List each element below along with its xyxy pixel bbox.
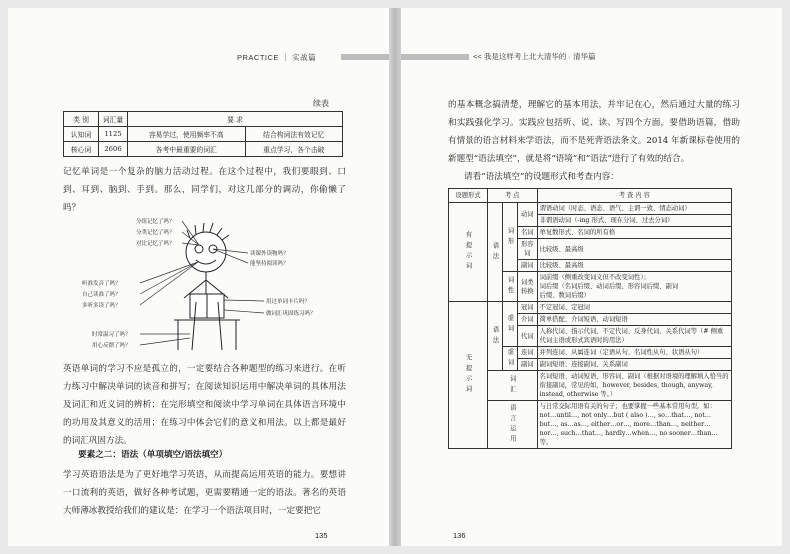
label-hand2: 做词汇巩固练习吗？ (266, 311, 316, 317)
paragraph: 请看“语法填空”的设题形式和考查内容： (464, 172, 619, 182)
conversion-line: 后缀、数词后缀） (539, 292, 590, 299)
table-cell: 词类转换 (518, 272, 538, 302)
table-cell: 连词 (518, 347, 538, 359)
table-cell: 1125 (99, 127, 128, 142)
table-cell: 比较级、最高级 (537, 239, 731, 260)
table-cell: 无提示词 (449, 302, 488, 449)
table-row (449, 401, 732, 449)
table-cell: 冠词 (518, 302, 538, 314)
table-cell: 词汇 (488, 371, 538, 401)
table-row (64, 142, 343, 157)
table-row (449, 371, 732, 401)
header-bar (401, 54, 469, 60)
table-row (64, 127, 343, 142)
table-cell: 副词 (518, 359, 538, 371)
table-cell: 容易学过，使用频率不高 (128, 127, 246, 142)
book-gutter (389, 8, 401, 546)
label-eye3: 对比记忆了吗？ (136, 241, 175, 247)
section-heading: 要素之二：语法（单项填空/语法填空） (78, 450, 228, 460)
table-cell: 谓语动词（时态、语态、语气、主谓一致、情态动词） (537, 203, 731, 215)
table-cell: 结合构词法有效记忆 (245, 127, 343, 142)
label-hand1: 用过单词卡片吗？ (266, 299, 311, 305)
table-cell: 语言运用 (488, 401, 538, 449)
table-header-row (64, 112, 343, 127)
table-cell: 形容词 (518, 239, 538, 260)
label-eye2: 分类记忆了吗？ (136, 230, 175, 236)
table-cell: 名词短语、动词短语、形容词、副词（根据对语境的理解填入恰当的衔接副词，常见的如，however, besides, though, anyway, instead, otherwise 等。） (537, 371, 731, 401)
label-brain1: 时常温习了吗？ (92, 332, 131, 338)
table-row (449, 203, 732, 215)
page-number: 136 (453, 531, 466, 540)
table-row (449, 302, 732, 314)
label-mouth1: 听准发音了吗？ (82, 281, 121, 287)
paragraph: 学习英语语法是为了更好地学习英语，从而提高运用英语的能力。要想讲一口流利的英语，做好各种考试题，更需要精通一定的语法。著名的英语大师薄冰教授给我们的建议是：在学习一个语法项目时，一定要把它 (63, 470, 346, 516)
learning-illustration (78, 202, 348, 358)
table-cell: 语法 (488, 302, 503, 371)
label-brain2: 用心反馈了吗？ (92, 343, 131, 349)
table-cell: 副词短语、连接副词、关系副词 (537, 359, 731, 371)
table-cell: 核心词 (64, 142, 99, 157)
paragraph: 的基本概念搞清楚，理解它的基本用法，并牢记在心，然后通过大量的练习和实践强化学习。实践应包括听、说、读、写四个方面，要借助语篇，借助有情景的语言材料来学语法，而不是死背语法条文。2014 年新课标卷使用的新题型“语法填空”，就是将“语境”和“语法”进行了有效的结合。 (448, 100, 740, 164)
table-cell: 介词 (518, 314, 538, 326)
table-cell: 简单搭配、介词短语、动词短语 (537, 314, 731, 326)
table-header-cell: 考 查 内 容 (537, 189, 731, 203)
table-cell: 比较级、最高级 (537, 260, 731, 272)
table-cell (537, 272, 731, 302)
table-cell: 代词 (518, 326, 538, 347)
table-header-cell: 考 点 (488, 189, 538, 203)
table-cell: 动词 (518, 203, 538, 227)
table-cell: 认知词 (64, 127, 99, 142)
conversion-line: 词前缀（侧重改变词义但不改变词性）； (539, 274, 650, 281)
grammar-fill-table (448, 188, 732, 449)
continued-label: 续表 (313, 99, 329, 108)
table-cell: 2606 (99, 142, 128, 157)
table-cell: 单复数形式、名词的所有格 (537, 227, 731, 239)
page-number: 135 (315, 531, 328, 540)
table-cell: 副词 (518, 260, 538, 272)
table-cell: 词性 (503, 272, 518, 302)
vocab-table (63, 111, 343, 157)
table-header-row (449, 189, 732, 203)
label-eye1: 分组记忆了吗？ (136, 219, 175, 225)
paragraph: 记忆单词是一个复杂的脑力活动过程。在这个过程中，我们要眼到、口到、耳到、脑到、手到。那么，同学们，对这几部分的调动，你偷懒了吗？ (63, 167, 346, 213)
table-cell: 非谓语动词（-ing 形式、现在分词、过去分词） (537, 215, 731, 227)
table-cell: 各考中最重要的词汇 (128, 142, 246, 157)
table-cell: 语法 (488, 203, 503, 302)
right-page (401, 8, 782, 546)
table-cell: 重点学习，各个击破 (245, 142, 343, 157)
table-header-cell: 要 求 (128, 112, 343, 127)
table-cell: 并列连词、从属连词（定语从句、名词性从句、状语从句） (537, 347, 731, 359)
table-cell: 有提示词 (449, 203, 488, 302)
label-eye4: 读课外读物吗？ (250, 251, 289, 257)
running-header: PRACTICE ｜ 实战篇 (237, 53, 317, 62)
running-header: << 我是这样考上北大清华的 · 清华篇 (473, 52, 596, 61)
table-header-cell: 词汇量 (99, 112, 128, 127)
table-cell: 与日常交际用语有关的句子；也要掌握一些基本常用句型。如：not…until…, not only…but ( also )…, so…that…, not…but…, as…as…, either…or…, more…than…, neither…nor…, such…that…, hardly…when…, no sooner…than… 等。 (537, 401, 731, 449)
table-header-cell: 设题形式 (449, 189, 488, 203)
left-page (8, 8, 389, 546)
label-mouth3: 多听多读了吗？ (82, 303, 121, 309)
label-mouth2: 自己读准了吗？ (82, 292, 121, 298)
table-header-cell: 类 别 (64, 112, 99, 127)
table-cell: 不定冠词、定冠词 (537, 302, 731, 314)
conversion-line: 词后缀（名词后缀、动词后缀、形容词后缀、副词 (539, 283, 679, 290)
table-cell: 虚词 (503, 302, 518, 347)
paragraph: 英语单词的学习不应是孤立的，一定要结合各种题型的练习来进行。在听力练习中解决单词的读音和拼写；在阅读知识运用中解决单词的具体用法及词汇和近义词的辨析；在完形填空和阅读中学习单词在具体语言环境中的功用及其意义的活用；在练习中体会它们的意义和用法。以上都是最好的词汇巩固方法。 (63, 364, 346, 446)
table-cell: 人称代词、指示代词、不定代词、反身代词、关系代词等（# 侧重代词主语或形式宾语时的用法） (537, 326, 731, 347)
table-cell: 虚词 (503, 347, 518, 371)
table-cell: 词形 (503, 203, 518, 272)
header-bar (341, 54, 389, 60)
table-cell: 名词 (518, 227, 538, 239)
label-eye5: 能坚持阅读吗？ (250, 261, 289, 267)
